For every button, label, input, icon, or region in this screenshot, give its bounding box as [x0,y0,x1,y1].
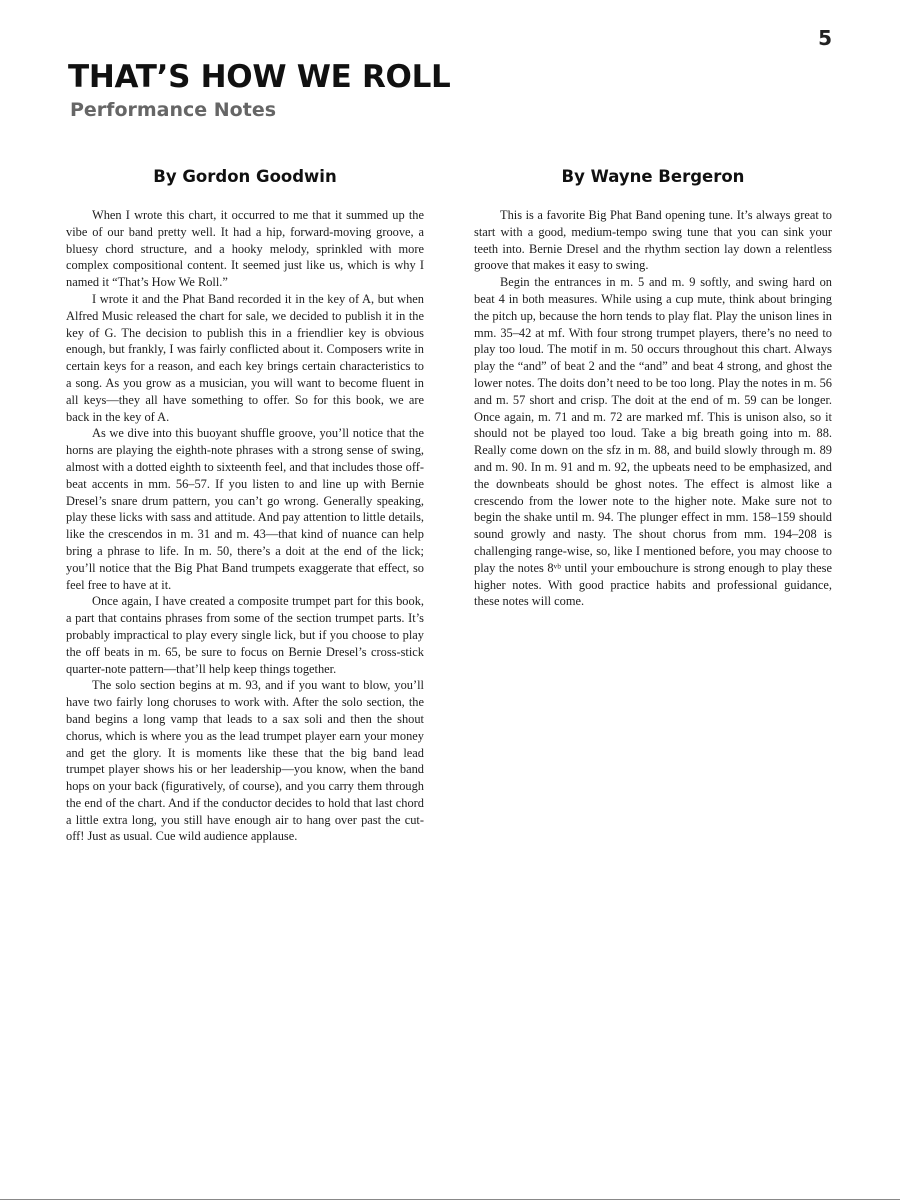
paragraph: Once again, I have created a composite trumpet part for this book, a part that contains phrases from some of the section trumpet parts. It’s probably impractical to play every single lick, but if you choose to play the off beats in m. 65, be sure to focus on Bernie Dresel’s cross-stick quarter-note pattern—that’ll help keep things together. [66,594,424,676]
byline-goodwin: By Gordon Goodwin [153,167,337,186]
paragraph: Begin the entrances in m. 5 and m. 9 softly, and swing hard on beat 4 in both measures. While using a cup mute, think about bringing the pitch up, because the horn tends to play flat. Play the unison lines in mm. 35–42 at mf. With four strong trumpet players, there’s no need to play too loud. The motif in m. 50 occurs throughout this chart. Always play the “and” of beat 2 and the “and” and beat 4 strong, and ghost the lower notes. The doits don’t need to be too long. Play the notes in m. 56 and m. 57 short and crisp. The doit at the end of m. 59 can be longer. Once again, m. 71 and m. 72 are marked mf. This is unison also, so it should not be played too loud. Take a big breath going into m. 88. Really come down on the sfz in m. 88, and build slowly through m. 89 and m. 90. In m. 91 and m. 92, the upbeats need to be emphasized, and the downbeats should be ghost notes. The effect is almost like a crescendo from the lower note to the higher note. Make sure not to begin the shake until m. 94. The plunger effect in mm. 158–159 should sound growly and nasty. The shout chorus from mm. 194–208 is challenging range-wise, so, like I mentioned before, you may choose to play the notes 8ᵛᵇ until your embouchure is strong enough to play these higher notes. With good practice habits and professional guidance, these notes will come. [474,275,832,609]
paragraph: When I wrote this chart, it occurred to me that it summed up the vibe of our band pretty well. It had a hip, forward-moving groove, a bluesy chord structure, and a hooky melody, sprinkled with more complex compositional content. It seemed just like us, which is why I named it “That’s How We Roll.” [66,208,424,290]
page-number: 5 [818,26,832,50]
paragraph: As we dive into this buoyant shuffle groove, you’ll notice that the horns are playing the eighth-note phrases with a strong sense of swing, almost with a dotted eighth to sixteenth feel, and that includes those off-beat accents in mm. 56–57. If you listen to and line up with Bernie Dresel’s snare drum pattern, you can’t go wrong. Generally speaking, play these licks with sass and attitude. And pay attention to little details, like the crescendos in m. 31 and m. 43—that kind of nuance can help bring a phrase to life. In m. 50, there’s a doit at the end of the lick; you’ll notice that the Big Phat Band trumpets exaggerate that effect, so feel free to have at it. [66,426,424,592]
body-text-goodwin [66,207,424,845]
byline-bergeron: By Wayne Bergeron [561,167,745,186]
page-title: THAT’S HOW WE ROLL [68,59,451,95]
paragraph: The solo section begins at m. 93, and if you want to blow, you’ll have two fairly long choruses to work with. After the solo section, the band begins a long vamp that leads to a sax soli and then the shout chorus, which is where you as the lead trumpet player earn your money and get the glory. It is moments like these that the big band lead trumpet player shows his or her leadership—you know, when the band hops on your back (figuratively, of course), and you carry them through the end of the chart. And if the conductor decides to hold that last chord a little extra long, you still have enough air to hang over past the cut-off! Just as usual. Cue wild audience applause. [66,678,424,844]
page-header [68,58,451,122]
column-goodwin [66,163,424,845]
paragraph: I wrote it and the Phat Band recorded it in the key of A, but when Alfred Music released the chart for sale, we decided to publish it in the key of G. The decision to publish this in a friendlier key is obvious enough, but frankly, I was fairly conflicted about it. Composers write in certain keys for a reason, and each key brings certain characteristics to a song. As you grow as a musician, you will want to become fluent in all keys—they all have something to offer. So for this book, we are back in the key of A. [66,291,424,424]
body-text-bergeron [474,207,832,610]
page-subtitle: Performance Notes [70,99,277,121]
column-bergeron [474,163,832,610]
paragraph: This is a favorite Big Phat Band opening tune. It’s always great to start with a good, medium-tempo swing tune that you can sink your teeth into. Bernie Dresel and the rhythm section lay down a relentless groove that makes it easy to swing. [474,208,832,273]
